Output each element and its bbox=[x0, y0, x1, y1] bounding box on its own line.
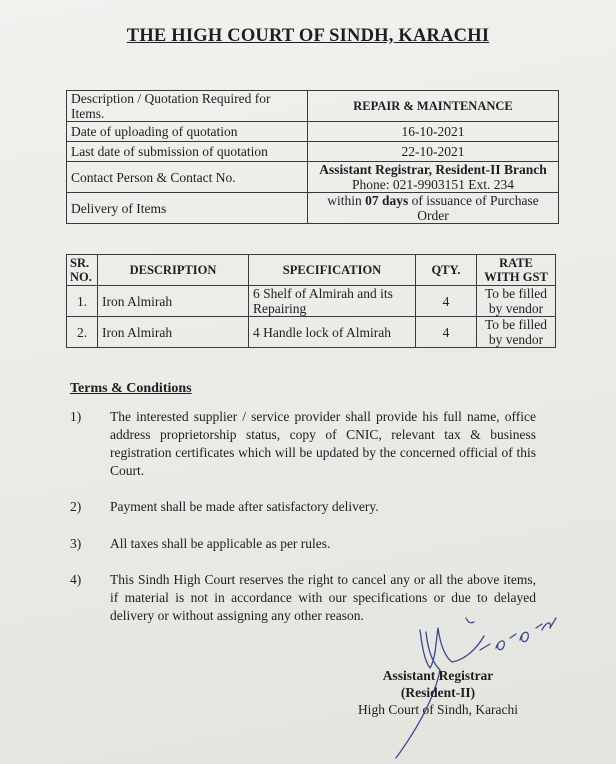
info-row-delivery bbox=[67, 193, 559, 224]
info-label: Last date of submission of quotation bbox=[67, 142, 308, 162]
table-row bbox=[67, 286, 556, 317]
contact-phone: Phone: 021-9903151 Ext. 234 bbox=[352, 177, 514, 192]
cell-qty: 4 bbox=[416, 286, 477, 317]
info-label: Contact Person & Contact No. bbox=[67, 162, 308, 193]
cell-qty: 4 bbox=[416, 317, 477, 348]
term-number: 3) bbox=[70, 536, 82, 551]
info-row-last-date bbox=[67, 142, 559, 162]
term-text: This Sindh High Court reserves the right to cancel any or all the above items, if material is not in accordance with our specifications or due to delayed delivery or without assigning any other reason. bbox=[110, 572, 536, 623]
term-text: All taxes shall be applicable as per rules. bbox=[110, 536, 331, 551]
signatory-court: High Court of Sindh, Karachi bbox=[357, 702, 519, 717]
document-title: THE HIGH COURT OF SINDH, KARACHI bbox=[126, 26, 490, 46]
term-number: 2) bbox=[70, 499, 82, 514]
table-row bbox=[67, 317, 556, 348]
term-number: 1) bbox=[70, 409, 82, 424]
info-label: Description / Quotation Required for Items. bbox=[67, 91, 308, 122]
term-text: The interested supplier / service provider shall provide his full name, office address proprietorship status, copy of CNIC, relevant tax & business registration certificates which will be updated by the concerned official of this Court. bbox=[110, 409, 536, 478]
cell-rate: To be filled by vendor bbox=[477, 286, 556, 317]
cell-description: Iron Almirah bbox=[98, 317, 249, 348]
delivery-pre: within bbox=[327, 193, 366, 208]
header-qty: QTY. bbox=[416, 255, 477, 286]
header-rate: RATE WITH GST bbox=[477, 255, 556, 286]
cell-sr: 2. bbox=[67, 317, 98, 348]
info-value bbox=[308, 162, 559, 193]
items-header-row bbox=[67, 255, 556, 286]
cell-description: Iron Almirah bbox=[98, 286, 249, 317]
term-number: 4) bbox=[70, 572, 82, 587]
info-value bbox=[308, 193, 559, 224]
info-row-contact bbox=[67, 162, 559, 193]
cell-specification: 4 Handle lock of Almirah bbox=[249, 317, 416, 348]
info-label: Delivery of Items bbox=[67, 193, 308, 224]
header-specification: SPECIFICATION bbox=[249, 255, 416, 286]
info-label: Date of uploading of quotation bbox=[67, 122, 308, 142]
cell-specification: 6 Shelf of Almirah and its Repairing bbox=[249, 286, 416, 317]
contact-person: Assistant Registrar, Resident-II Branch bbox=[319, 162, 547, 177]
header-sr-no: SR. NO. bbox=[67, 255, 98, 286]
signature-block bbox=[340, 667, 536, 718]
delivery-post: of issuance of Purchase Order bbox=[408, 193, 539, 223]
term-text: Payment shall be made after satisfactory delivery. bbox=[110, 499, 379, 514]
cell-rate: To be filled by vendor bbox=[477, 317, 556, 348]
quotation-info-table bbox=[66, 90, 559, 224]
cell-sr: 1. bbox=[67, 286, 98, 317]
signatory-title: Assistant Registrar bbox=[382, 668, 494, 683]
signatory-branch: (Resident-II) bbox=[400, 685, 476, 700]
terms-heading: Terms & Conditions bbox=[70, 381, 192, 396]
info-value: 22-10-2021 bbox=[308, 142, 559, 162]
info-value: 16-10-2021 bbox=[308, 122, 559, 142]
items-table bbox=[66, 254, 556, 348]
info-row-upload-date bbox=[67, 122, 559, 142]
delivery-days: 07 days bbox=[365, 193, 409, 208]
info-value: REPAIR & MAINTENANCE bbox=[308, 91, 559, 122]
info-row-description bbox=[67, 91, 559, 122]
header-description: DESCRIPTION bbox=[98, 255, 249, 286]
